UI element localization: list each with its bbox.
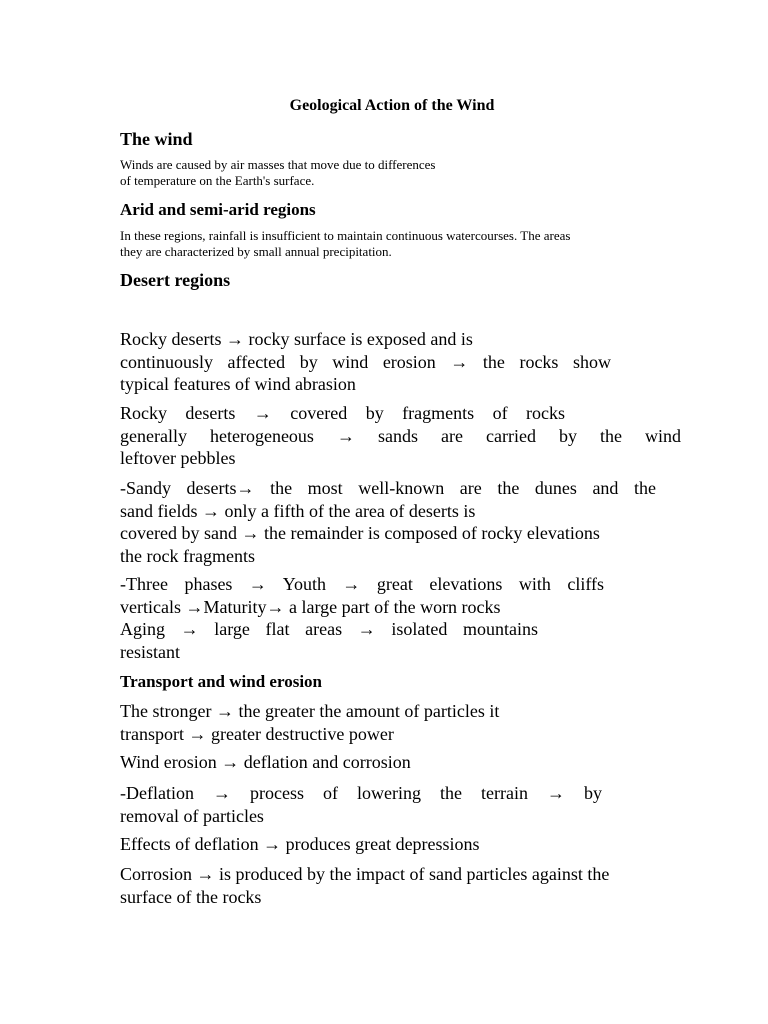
heading-desert-regions: Desert regions <box>120 270 231 290</box>
heading-transport-wind-erosion: Transport and wind erosion <box>120 672 322 691</box>
paragraph-deflation <box>120 782 681 827</box>
text-line: covered by sand → the remainder is composed of rocky elevations <box>120 523 600 543</box>
paragraph-rocky-deserts-exposed <box>120 328 681 396</box>
text-line: typical features of wind abrasion <box>120 374 356 394</box>
paragraph-stronger-wind <box>120 700 681 745</box>
text-line: leftover pebbles <box>120 448 236 468</box>
text-line: In these regions, rainfall is insufficient to maintain continuous watercourses. The areas <box>120 228 571 243</box>
text-line: Wind erosion → deflation and corrosion <box>120 752 411 772</box>
paragraph-corrosion <box>120 863 681 908</box>
document-title: Geological Action of the Wind <box>289 97 495 114</box>
text-line: generally heterogeneous → sands are carried by the wind <box>120 425 681 446</box>
text-line: The stronger → the greater the amount of particles it <box>120 701 500 721</box>
text-line: -Deflation → process of lowering the terrain → by <box>120 783 602 803</box>
paragraph-three-phases <box>120 573 681 663</box>
text-line: sand fields → only a fifth of the area of deserts is <box>120 500 476 521</box>
text-line: transport → greater destructive power <box>120 723 394 744</box>
paragraph-the-wind <box>120 157 435 189</box>
text-line: Rocky deserts → rocky surface is exposed and is <box>120 329 473 349</box>
text-line: of temperature on the Earth's surface. <box>120 173 315 188</box>
text-line: resistant <box>120 641 180 662</box>
text-line: surface of the rocks <box>120 886 262 907</box>
paragraph-arid-regions <box>120 228 570 260</box>
heading-arid-regions: Arid and semi-arid regions <box>120 200 316 219</box>
text-line: Rocky deserts → covered by fragments of rocks <box>120 403 565 423</box>
heading-the-wind: The wind <box>120 129 193 149</box>
text-line: Effects of deflation → produces great depressions <box>120 834 480 854</box>
text-line: the rock fragments <box>120 545 255 566</box>
text-line: removal of particles <box>120 805 264 826</box>
text-line: Aging → large flat areas → isolated mountains <box>120 619 538 639</box>
paragraph-rocky-deserts-fragments <box>120 402 681 470</box>
text-line: Corrosion → is produced by the impact of sand particles against the <box>120 864 610 884</box>
text-line: -Three phases → Youth → great elevations with cliffs <box>120 574 604 594</box>
text-line: they are characterized by small annual precipitation. <box>120 244 392 259</box>
paragraph-effects-of-deflation <box>120 833 681 856</box>
paragraph-wind-erosion <box>120 751 681 774</box>
text-line: Winds are caused by air masses that move due to differences <box>120 157 436 172</box>
text-line: -Sandy deserts→ the most well-known are the dunes and the <box>120 478 656 498</box>
paragraph-sandy-deserts <box>120 477 681 567</box>
text-line: verticals →Maturity→ a large part of the worn rocks <box>120 596 501 617</box>
text-line: continuously affected by wind erosion → the rocks show <box>120 351 611 372</box>
